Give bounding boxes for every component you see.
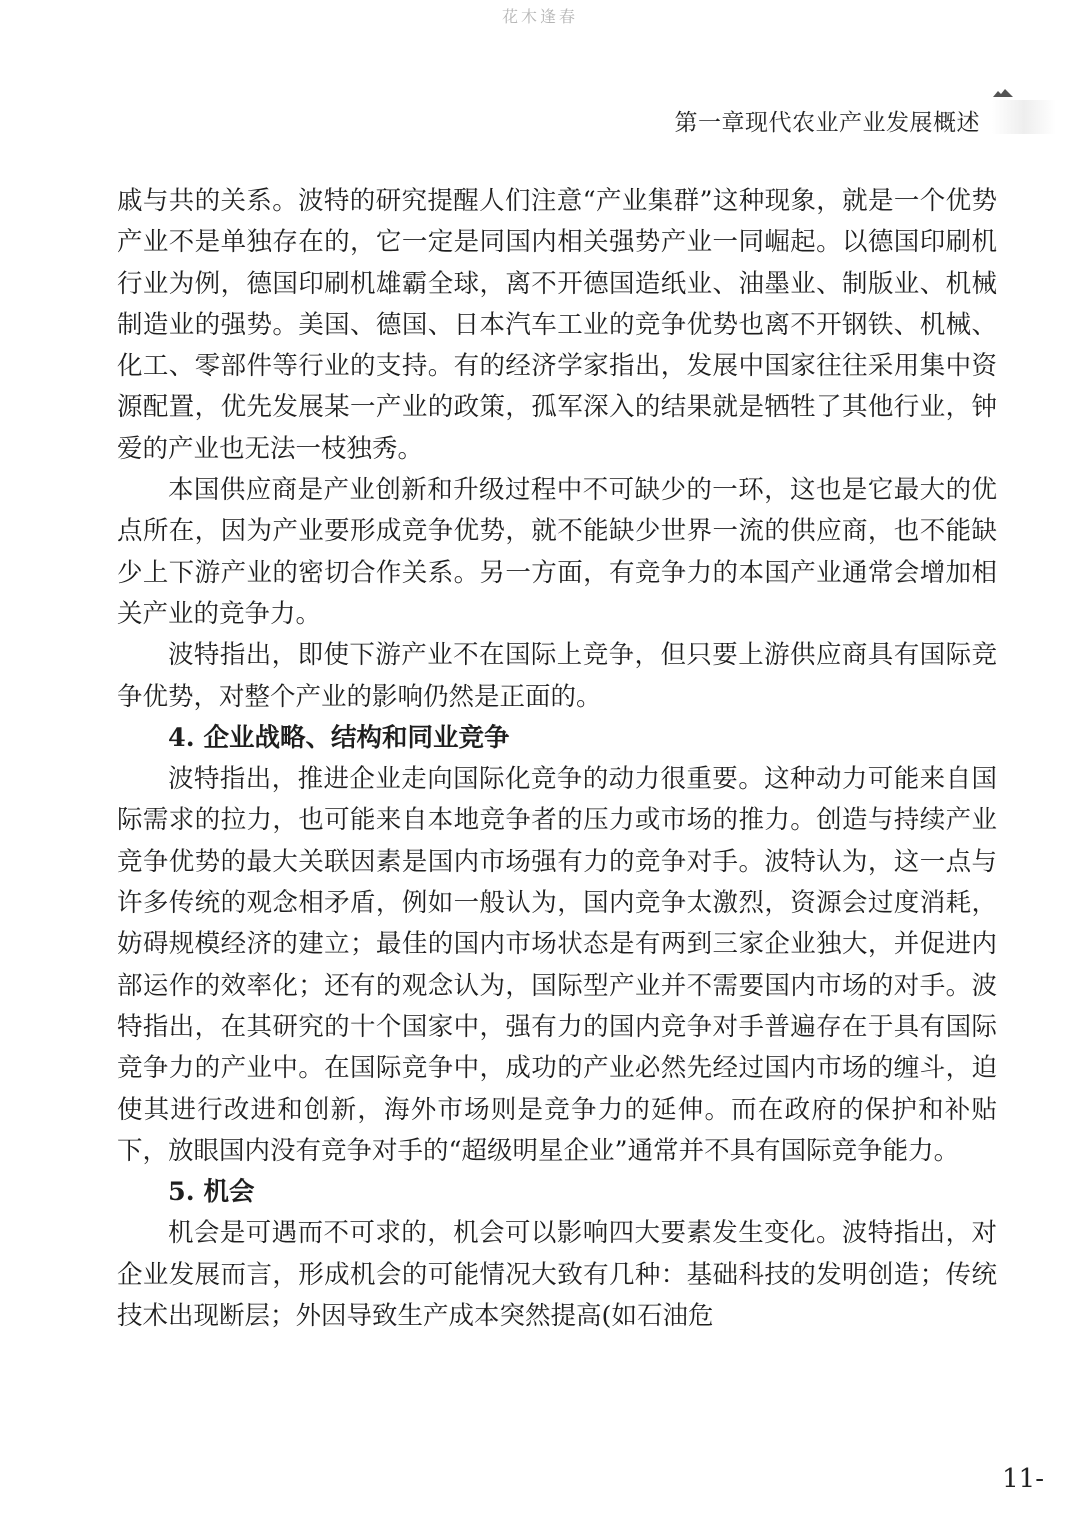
paragraph: 本国供应商是产业创新和升级过程中不可缺少的一环，这也是它最大的优点所在，因为产业要形成竞争优势，就不能缺少世界一流的供应商，也不能缺少上下游产业的密切合作关系。另一方面，有竞争力的本国产业通常会增加相关产业的竞争力。 — [117, 475, 997, 629]
section-heading: 5. 机会 — [168, 1177, 255, 1208]
running-head: 第一章现代农业产业发展概述 — [674, 110, 980, 136]
header-ornament-icon — [992, 88, 1014, 98]
page-number: 11- — [1002, 1464, 1044, 1494]
paragraph-continuation: 戚与共的关系。波特的研究提醒人们注意“产业集群”这种现象，就是一个优势产业不是单独存在的，它一定是同国内相关强势产业一同崛起。以德国印刷机行业为例，德国印刷机雄霸全球，离不开德国造纸业、油墨业、制版业、机械制造业的强势。美国、德国、日本汽车工业的竞争优势也离不开钢铁、机械、化工、零部件等行业的支持。有的经济学家指出，发展中国家往往采用集中资源配置，优先发展某一产业的政策，孤军深入的结果就是牺牲了其他行业，钟爱的产业也无法一枝独秀。 — [117, 186, 997, 464]
page-body — [117, 181, 997, 1337]
paragraph: 波特指出，即使下游产业不在国际上竞争，但只要上游供应商具有国际竞争优势，对整个产业的影响仍然是正面的。 — [117, 640, 997, 712]
paragraph: 机会是可遇而不可求的，机会可以影响四大要素发生变化。波特指出，对企业发展而言，形成机会的可能情况大致有几种：基础科技的发明创造；传统技术出现断层；外因导致生产成本突然提高(如石油危 — [117, 1218, 997, 1332]
paragraph: 波特指出，推进企业走向国际化竞争的动力很重要。这种动力可能来自国际需求的拉力，也可能来自本地竞争者的压力或市场的推力。创造与持续产业竞争优势的最大关联因素是国内市场强有力的竞争对手。波特认为，这一点与许多传统的观念相矛盾，例如一般认为，国内竞争太激烈，资源会过度消耗，妨碍规模经济的建立；最佳的国内市场状态是有两到三家企业独大，并促进内部运作的效率化；还有的观念认为，国际型产业并不需要国内市场的对手。波特指出，在其研究的十个国家中，强有力的国内竞争对手普遍存在于具有国际竞争力的产业中。在国际竞争中，成功的产业必然先经过国内市场的缠斗，迫使其进行改进和创新，海外市场则是竞争力的延伸。而在政府的保护和补贴下，放眼国内没有竞争对手的“超级明星企业”通常并不具有国际竞争能力。 — [117, 764, 997, 1166]
watermark: 花木逢春 — [501, 7, 578, 26]
section-heading: 4. 企业战略、结构和同业竞争 — [168, 722, 510, 753]
header-smudge — [992, 100, 1056, 134]
